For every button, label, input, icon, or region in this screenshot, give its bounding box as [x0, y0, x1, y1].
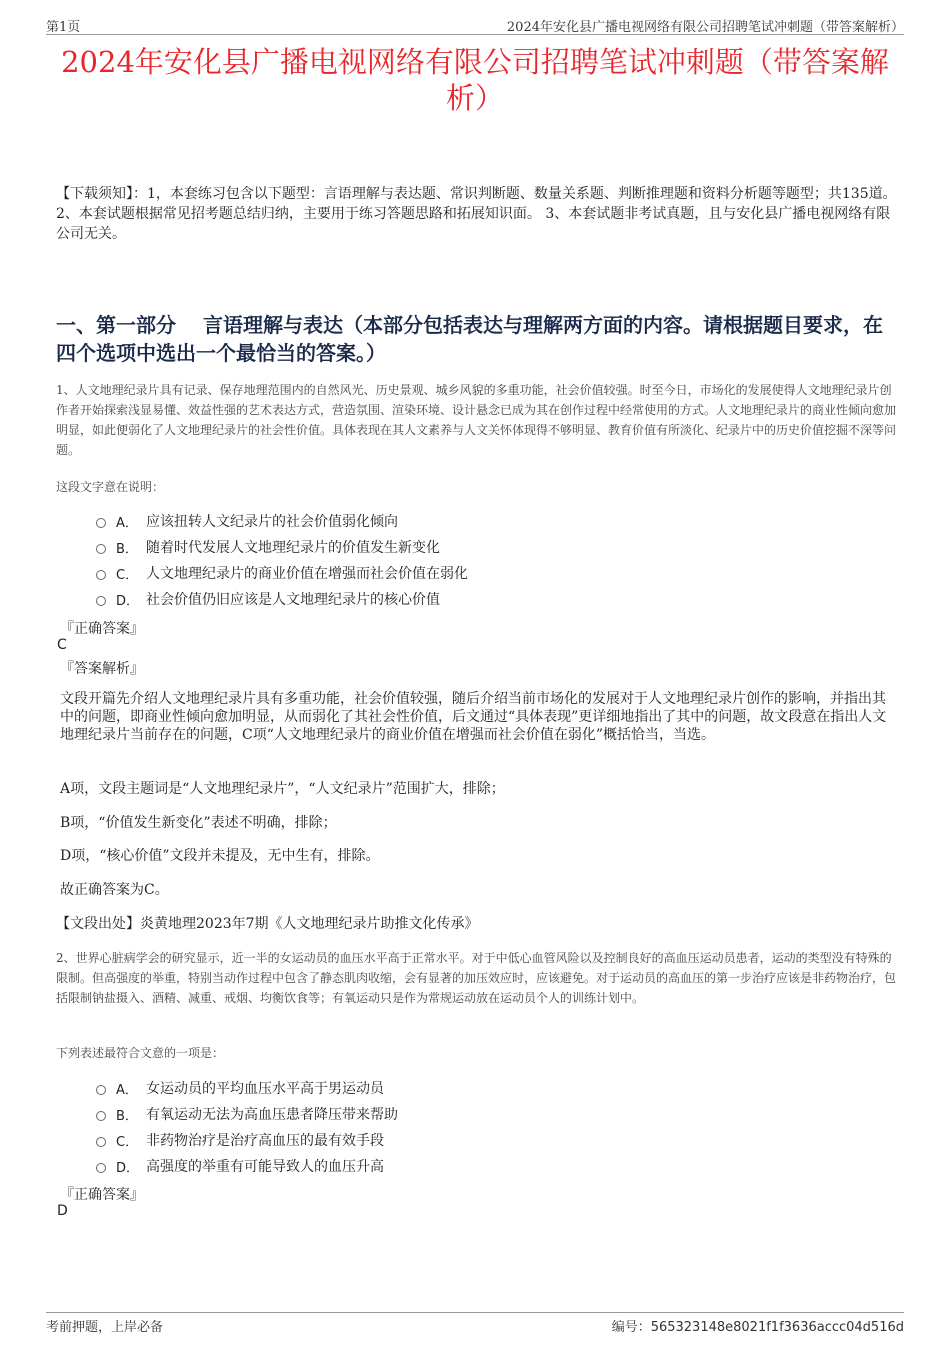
question-2-option-a[interactable] — [96, 1075, 876, 1101]
option-text: 随着时代发展人文地理纪录片的价值发生新变化 — [146, 540, 440, 556]
footer-code-label: 编号： — [611, 1320, 651, 1335]
option-letter: B． — [116, 1108, 138, 1124]
option-text: 应该扭转人文纪录片的社会价值弱化倾向 — [146, 514, 398, 530]
option-text: 有氧运动无法为高血压患者降压带来帮助 — [146, 1107, 398, 1123]
radio-button[interactable] — [96, 1111, 106, 1121]
question-2-option-c[interactable] — [96, 1127, 876, 1153]
question-1-option-a[interactable] — [96, 508, 876, 534]
option-letter: A． — [116, 1082, 138, 1098]
option-text: 女运动员的平均血压水平高于男运动员 — [146, 1081, 384, 1097]
question-1-analysis-label: 『答案解析』 — [60, 661, 144, 677]
question-1-analysis-paragraph: 文段开篇先介绍人文地理纪录片具有多重功能，社会价值较强，随后介绍当前市场化的发展对于人文地理纪录片创作的影响，并指出其中的问题，即商业性倾向愈加明显，从而弱化了其社会性价值，后文通过“具体表现”更详细地指出了其中的问题，故文段意在指出人文地理纪录片当前存在的问题，C项“人文地理纪录片的商业价值在增强而社会价值在弱化”概括恰当，当选。 — [60, 691, 887, 743]
question-1-analysis-paragraph: A项，文段主题词是“人文地理纪录片”，“人文纪录片”范围扩大，排除； — [60, 781, 505, 797]
option-letter: C． — [116, 1134, 139, 1150]
radio-button[interactable] — [96, 1137, 106, 1147]
footer-slogan: 考前押题，上岸必备 — [46, 1320, 164, 1335]
question-1-answer-label: 『正确答案』 — [60, 621, 144, 637]
option-letter: C． — [116, 567, 139, 583]
question-2-answer-label: 『正确答案』 — [60, 1187, 144, 1203]
question-2-option-b[interactable] — [96, 1101, 876, 1127]
question-1-options — [96, 508, 876, 612]
option-letter: A． — [116, 515, 138, 531]
footer-code-value: 565323148e8021f1f3636accc04d516d — [650, 1320, 904, 1335]
question-2-option-d[interactable] — [96, 1153, 876, 1179]
question-2-options — [96, 1075, 876, 1179]
radio-button[interactable] — [96, 518, 106, 528]
question-1-analysis-paragraph: B项，“价值发生新变化”表述不明确，排除； — [60, 815, 337, 831]
question-2-stem: 2、世界心脏病学会的研究显示，近一半的女运动员的血压水平高于正常水平。对于中低心血管风险以及控制良好的高血压运动员患者，运动的类型没有特殊的限制。但高强度的举重，特别当动作过程中包含了静态肌肉收缩，会有显著的加压效应时，应该避免。对于运动员的高血压的第一步治疗应该是非药物治疗，包括限制钠盐摄入、酒精、减重、戒烟、均衡饮食等；有氧运动只是作为常规运动放在运动员个人的训练计划中。 — [56, 951, 897, 1005]
option-letter: D． — [116, 593, 140, 609]
option-text: 社会价值仍旧应该是人文地理纪录片的核心价值 — [146, 592, 440, 608]
header-doc-title: 2024年安化县广播电视网络有限公司招聘笔试冲刺题（带答案解析） — [506, 20, 904, 35]
option-letter: B． — [116, 541, 138, 557]
question-1-source: 【文段出处】炎黄地理2023年7期《人文地理纪录片助推文化传承》 — [56, 916, 479, 932]
page-number: 第1页 — [46, 20, 81, 35]
option-letter: D． — [116, 1160, 140, 1176]
question-1-option-b[interactable] — [96, 534, 876, 560]
option-text: 高强度的举重有可能导致人的血压升高 — [146, 1159, 384, 1175]
page-header — [46, 14, 904, 35]
document-title: 2024年安化县广播电视网络有限公司招聘笔试冲刺题（带答案解析） — [61, 45, 889, 115]
radio-button[interactable] — [96, 596, 106, 606]
question-1-stem: 1、人文地理纪录片具有记录、保存地理范围内的自然风光、历史景观、城乡风貌的多重功能，社会价值较强。时至今日，市场化的发展使得人文地理纪录片创作者开始探索浅显易懂、效益性强的艺术表达方式，营造氛围、渲染环境、设计悬念已成为其在创作过程中经常使用的方式。人文地理纪录片的商业性倾向愈加明显，如此便弱化了人文地理纪录片的社会性价值。具体表现在其人文素养与人文关怀体现得不够明显、教育价值有所淡化、纪录片中的历史价值挖掘不深等问题。 — [56, 383, 897, 457]
page-footer — [46, 1312, 904, 1333]
option-text: 非药物治疗是治疗高血压的最有效手段 — [146, 1133, 384, 1149]
radio-button[interactable] — [96, 544, 106, 554]
question-1-prompt: 这段文字意在说明： — [56, 480, 165, 494]
question-1-analysis-paragraph: D项，“核心价值”文段并未提及，无中生有，排除。 — [60, 848, 380, 864]
question-2-answer: D — [57, 1203, 68, 1219]
question-1-option-c[interactable] — [96, 560, 876, 586]
question-2-prompt: 下列表述最符合文意的一项是： — [56, 1046, 225, 1060]
footer-code — [612, 1316, 904, 1335]
question-1-analysis-paragraph: 故正确答案为C。 — [60, 882, 169, 898]
question-1-option-d[interactable] — [96, 586, 876, 612]
section-heading: 一、第一部分 言语理解与表达（本部分包括表达与理解两方面的内容。请根据题目要求，在四个选项中选出一个最恰当的答案。） — [56, 313, 883, 365]
question-1-answer: C — [57, 637, 67, 653]
option-text: 人文地理纪录片的商业价值在增强而社会价值在弱化 — [146, 566, 468, 582]
radio-button[interactable] — [96, 570, 106, 580]
radio-button[interactable] — [96, 1085, 106, 1095]
radio-button[interactable] — [96, 1163, 106, 1173]
download-notice: 【下载须知】：1，本套练习包含以下题型：言语理解与表达题、常识判断题、数量关系题、判断推理题和资料分析题等题型；共135道。 2、本套试题根据常见招考题总结归纳，主要用于练习答题思路和拓展知识面。 3、本套试题非考试真题，且与安化县广播电视网络有限公司无关。 — [56, 186, 897, 242]
